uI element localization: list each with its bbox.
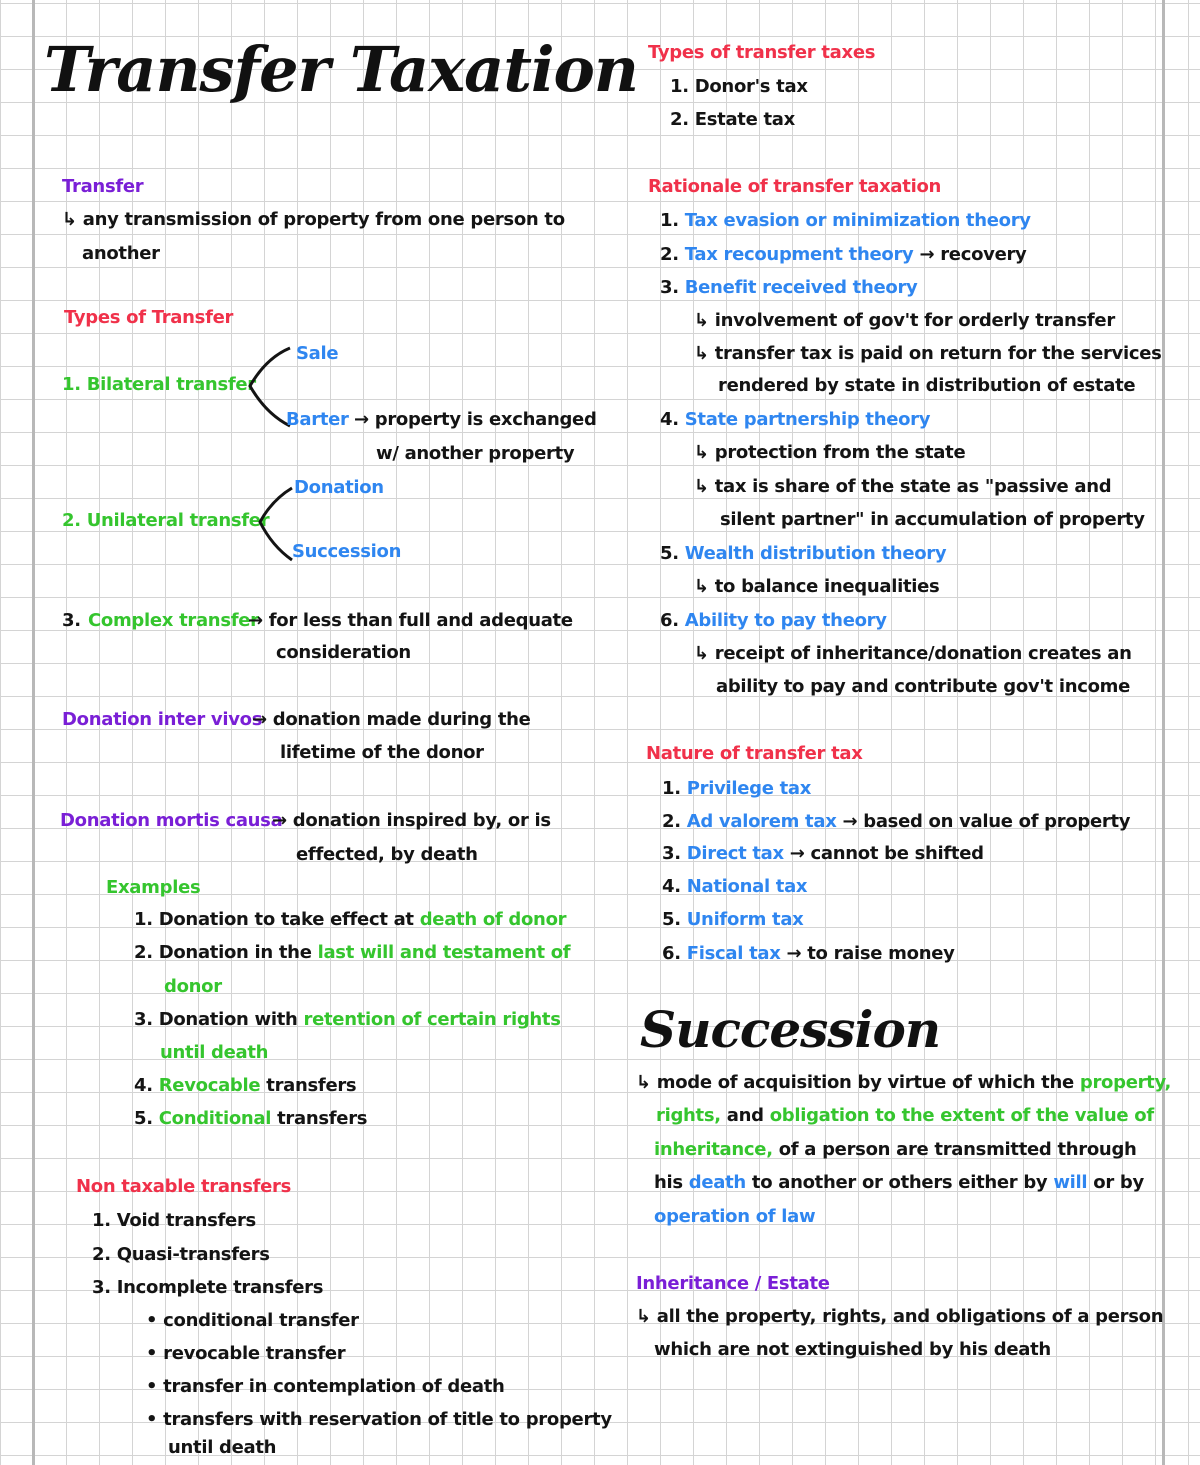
succession-definition-line5: operation of law <box>654 1206 816 1227</box>
rationale-5: 5. Wealth distribution theory <box>660 543 947 564</box>
rationale-3: 3. Benefit received theory <box>660 277 918 298</box>
nature-4: 4. National tax <box>662 876 808 897</box>
nature-1: 1. Privilege tax <box>662 778 812 799</box>
example-3-continued: until death <box>160 1042 269 1063</box>
rationale-heading: Rationale of transfer taxation <box>648 176 942 197</box>
complex-transfer-description-line2: consideration <box>276 642 411 663</box>
succession-definition-line3: inheritance, of a person are transmitted through <box>654 1139 1137 1160</box>
succession-label: Succession <box>292 541 402 562</box>
nontaxable-transfers-heading: Non taxable transfers <box>76 1176 292 1197</box>
succession-title: Succession <box>640 1000 941 1059</box>
nature-of-transfer-tax-heading: Nature of transfer tax <box>646 743 863 764</box>
nature-6: 6. Fiscal tax → to raise money <box>662 943 955 964</box>
unilateral-brace-icon <box>256 484 296 564</box>
nontaxable-item-2: 2. Quasi-transfers <box>92 1244 270 1265</box>
examples-heading: Examples <box>106 877 201 898</box>
nature-5: 5. Uniform tax <box>662 909 804 930</box>
barter-description-line1: → property is exchanged <box>354 409 597 430</box>
transfer-heading: Transfer <box>62 176 144 197</box>
donation-mortis-causa-definition-line1: → donation inspired by, or is <box>272 810 551 831</box>
example-4: 4. Revocable transfers <box>134 1075 357 1096</box>
complex-transfer-number: 3. <box>62 610 81 631</box>
rationale-3-detail-2: ↳ transfer tax is paid on return for the services <box>694 343 1162 364</box>
example-2-continued: donor <box>164 976 222 997</box>
rationale-4-detail-2: ↳ tax is share of the state as "passive and <box>694 476 1112 497</box>
donation-mortis-causa-term: Donation mortis causa <box>60 810 283 831</box>
nature-2: 2. Ad valorem tax → based on value of property <box>662 811 1131 832</box>
rationale-5-detail-1: ↳ to balance inequalities <box>694 576 940 597</box>
succession-definition-line1: ↳ mode of acquisition by virtue of which the property, <box>636 1072 1172 1093</box>
donation-mortis-causa-definition-line2: effected, by death <box>296 844 478 865</box>
example-1: 1. Donation to take effect at death of donor <box>134 909 567 930</box>
nature-3: 3. Direct tax → cannot be shifted <box>662 843 984 864</box>
succession-definition-line4: his death to another or others either by will or by <box>654 1172 1144 1193</box>
rationale-2: 2. Tax recoupment theory → recovery <box>660 244 1027 265</box>
donation-label: Donation <box>294 477 384 498</box>
example-5: 5. Conditional transfers <box>134 1108 368 1129</box>
incomplete-transfer-bullet-4-continued: until death <box>168 1437 277 1458</box>
unilateral-transfer: 2. Unilateral transfer <box>62 510 270 531</box>
rationale-4-detail-2-continued: silent partner" in accumulation of property <box>720 509 1145 530</box>
rationale-3-detail-2-continued: rendered by state in distribution of estate <box>718 375 1136 396</box>
transfer-tax-type-2: 2. Estate tax <box>670 109 795 130</box>
page-left-border <box>32 0 35 1465</box>
rationale-6: 6. Ability to pay theory <box>660 610 887 631</box>
rationale-1: 1. Tax evasion or minimization theory <box>660 210 1031 231</box>
rationale-4: 4. State partnership theory <box>660 409 931 430</box>
succession-definition-line2: rights, and obligation to the extent of the value of <box>656 1105 1154 1126</box>
barter-description-line2: w/ another property <box>376 443 575 464</box>
rationale-6-detail-1-continued: ability to pay and contribute gov't income <box>716 676 1131 697</box>
types-of-transfer-taxes-heading: Types of transfer taxes <box>648 42 876 63</box>
incomplete-transfer-bullet-2: • revocable transfer <box>146 1343 346 1364</box>
page-right-border <box>1162 0 1165 1465</box>
inheritance-estate-heading: Inheritance / Estate <box>636 1273 830 1294</box>
transfer-definition-line2: another <box>82 243 160 264</box>
complex-transfer: Complex transfer <box>88 610 259 631</box>
sale-label: Sale <box>296 343 339 364</box>
rationale-3-detail-1: ↳ involvement of gov't for orderly transfer <box>694 310 1115 331</box>
example-3: 3. Donation with retention of certain rights <box>134 1009 561 1030</box>
barter-label: Barter <box>286 409 349 430</box>
inheritance-definition-line1: ↳ all the property, rights, and obligations of a person <box>636 1306 1164 1327</box>
donation-inter-vivos-definition-line1: → donation made during the <box>252 709 531 730</box>
nontaxable-item-1: 1. Void transfers <box>92 1210 256 1231</box>
rationale-6-detail-1: ↳ receipt of inheritance/donation creates an <box>694 643 1132 664</box>
example-2: 2. Donation in the last will and testament of <box>134 942 571 963</box>
types-of-transfer-heading: Types of Transfer <box>64 307 234 328</box>
donation-inter-vivos-term: Donation inter vivos <box>62 709 263 730</box>
transfer-tax-type-1: 1. Donor's tax <box>670 76 808 97</box>
nontaxable-item-3: 3. Incomplete transfers <box>92 1277 324 1298</box>
incomplete-transfer-bullet-3: • transfer in contemplation of death <box>146 1376 505 1397</box>
rationale-4-detail-1: ↳ protection from the state <box>694 442 966 463</box>
incomplete-transfer-bullet-1: • conditional transfer <box>146 1310 359 1331</box>
bilateral-transfer: 1. Bilateral transfer <box>62 374 256 395</box>
inheritance-definition-line2: which are not extinguished by his death <box>654 1339 1051 1360</box>
page-title: Transfer Taxation <box>44 33 638 106</box>
transfer-definition-line1: ↳ any transmission of property from one person to <box>62 209 565 230</box>
donation-inter-vivos-definition-line2: lifetime of the donor <box>280 742 484 763</box>
incomplete-transfer-bullet-4: • transfers with reservation of title to property <box>146 1409 612 1430</box>
complex-transfer-description-line1: → for less than full and adequate <box>248 610 573 631</box>
